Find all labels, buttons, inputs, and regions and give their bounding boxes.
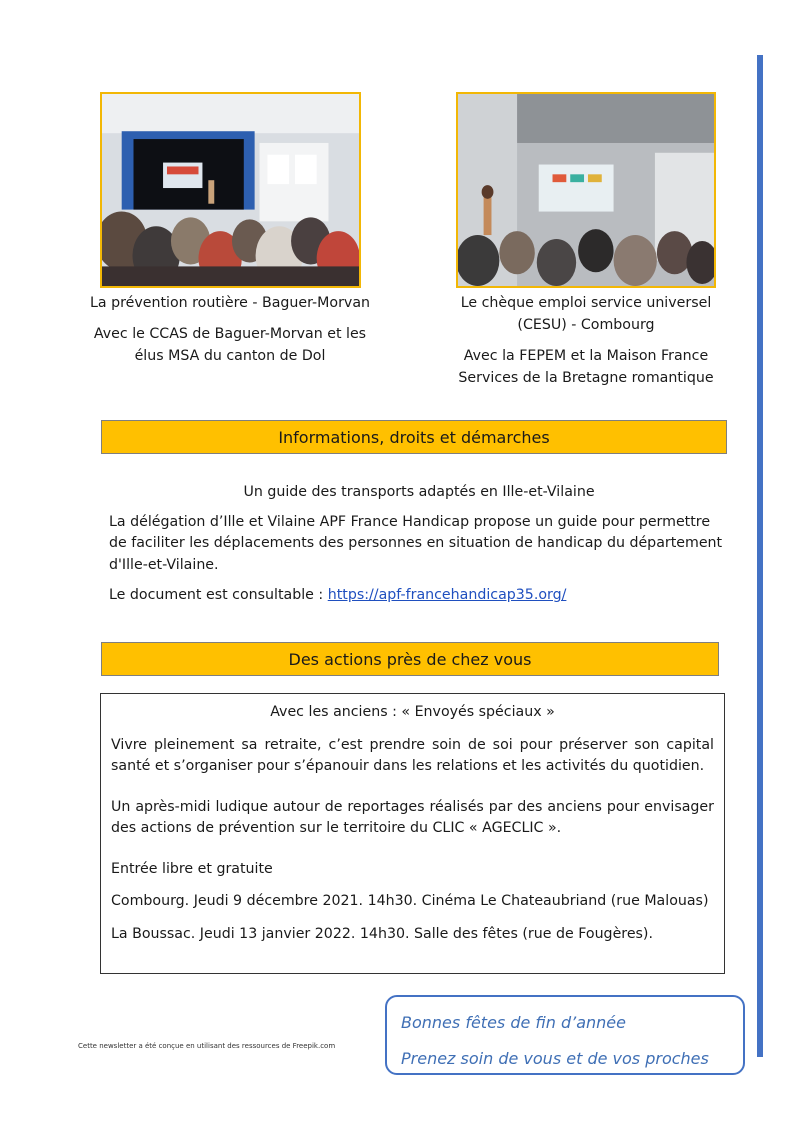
info-title: Un guide des transports adaptés en Ille-et-Vilaine bbox=[243, 484, 595, 500]
photo-cesu-combourg bbox=[456, 92, 716, 288]
section-heading-actions: Des actions près de chez vous bbox=[101, 642, 719, 676]
caption-event-1 bbox=[80, 292, 380, 367]
page-side-bar bbox=[757, 55, 763, 1057]
event-2-detail: Avec la FEPEM et la Maison France Services de la Bretagne romantique bbox=[458, 348, 714, 386]
info-doc-prefix: Le document est consultable : bbox=[109, 587, 328, 603]
info-body: La délégation d’Ille et Vilaine APF France Handicap propose un guide pour permettre de faciliter les déplacements des personnes en situation de handicap du département d'Ille-et-Vilaine. bbox=[109, 513, 723, 573]
info-section bbox=[109, 482, 729, 607]
actions-date-2: La Boussac. Jeudi 13 janvier 2022. 14h30. Salle des fêtes (rue de Fougères). bbox=[111, 925, 653, 942]
caption-event-2 bbox=[440, 292, 732, 389]
wishes-line-1: Bonnes fêtes de fin d’année bbox=[401, 1013, 626, 1032]
actions-title: Avec les anciens : « Envoyés spéciaux » bbox=[270, 704, 555, 720]
event-1-title: La prévention routière - Baguer-Morvan bbox=[89, 295, 370, 311]
section-heading-informations: Informations, droits et démarches bbox=[101, 420, 727, 454]
event-1-detail: Avec le CCAS de Baguer-Morvan et les élus MSA du canton de Dol bbox=[93, 326, 367, 364]
event-2-title: Le chèque emploi service universel (CESU) - Combourg bbox=[460, 295, 712, 333]
actions-para-1: Vivre pleinement sa retraite, c’est prendre soin de soi pour préserver son capital santé et s’organiser pour s’épanouir dans les relations et les activités du quotidien. bbox=[111, 736, 714, 774]
actions-para-2: Un après-midi ludique autour de reportages réalisés par des anciens pour envisager des actions de prévention sur le territoire du CLIC « AGECLIC ». bbox=[111, 798, 714, 836]
photo-prevention-routiere bbox=[100, 92, 361, 288]
apf-link[interactable]: https://apf-francehandicap35.org/ bbox=[327, 587, 567, 603]
actions-entry: Entrée libre et gratuite bbox=[111, 860, 273, 877]
actions-date-1: Combourg. Jeudi 9 décembre 2021. 14h30. Cinéma Le Chateaubriand (rue Malouas) bbox=[111, 893, 709, 909]
wishes-line-2: Prenez soin de vous et de vos proches bbox=[401, 1049, 709, 1068]
info-doc-line bbox=[109, 585, 729, 607]
wishes-box bbox=[385, 995, 745, 1075]
freepik-credit: Cette newsletter a été conçue en utilisant des ressources de Freepik.com bbox=[78, 1042, 336, 1050]
actions-box bbox=[100, 693, 725, 974]
